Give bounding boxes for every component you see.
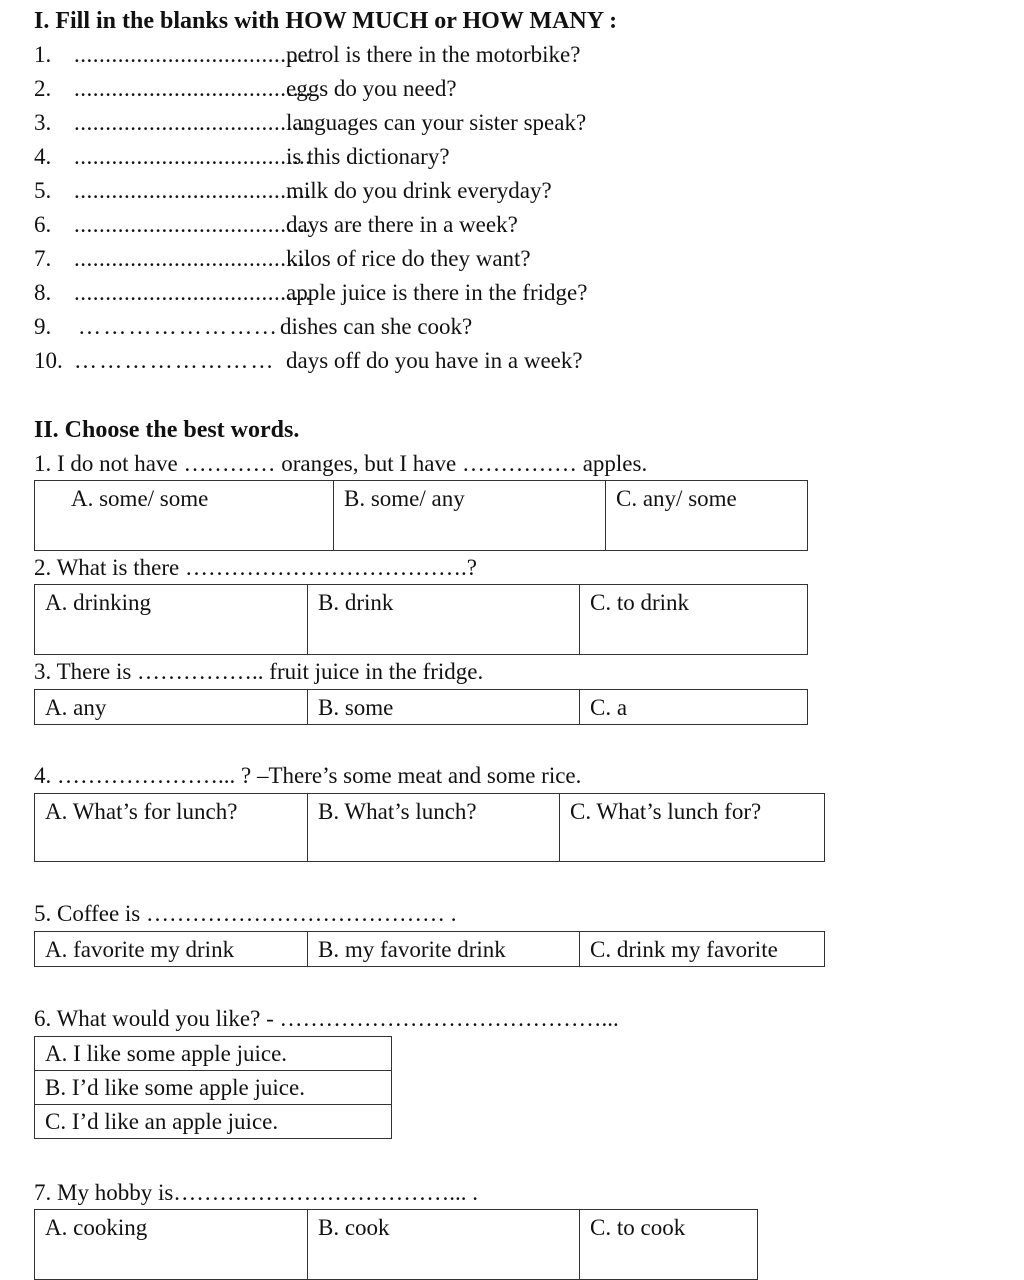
options-table <box>34 931 825 967</box>
option-c[interactable]: C. to cook <box>580 1210 758 1280</box>
question-text: 6. What would you like? - ……………………………………... <box>34 1006 619 1031</box>
question-text: 1. I do not have ………… oranges, but I have …………… apples. <box>34 451 648 476</box>
answer-blank[interactable]: ...................................... <box>74 110 312 135</box>
option-b[interactable]: B. some <box>308 690 580 725</box>
item-text: dishes can she cook? <box>280 314 473 339</box>
options-table <box>34 1036 392 1139</box>
question-text: 2. What is there ……………………………….? <box>34 555 477 580</box>
item-number: 6. <box>34 212 52 237</box>
option-b[interactable]: B. cook <box>308 1210 580 1280</box>
answer-blank[interactable]: ...................................... <box>74 212 312 237</box>
answer-blank[interactable]: ...................................... <box>74 76 312 101</box>
item-text: milk do you drink everyday? <box>286 178 552 203</box>
list-item <box>34 76 457 111</box>
answer-blank[interactable]: ...................................... <box>74 280 312 305</box>
option-b[interactable]: B. I’d like some apple juice. <box>35 1071 392 1105</box>
option-a[interactable]: A. some/ some <box>35 481 334 551</box>
item-number: 10. <box>34 348 63 373</box>
list-item <box>34 178 552 213</box>
option-b[interactable]: B. some/ any <box>334 481 606 551</box>
option-c[interactable]: C. any/ some <box>606 481 808 551</box>
item-number: 7. <box>34 246 52 271</box>
option-c[interactable]: C. a <box>580 690 808 725</box>
option-c[interactable]: C. drink my favorite <box>580 932 825 967</box>
item-text: petrol is there in the motorbike? <box>286 42 581 67</box>
list-item <box>34 212 518 247</box>
answer-blank[interactable]: ...................................... <box>74 178 312 203</box>
item-number: 5. <box>34 178 52 203</box>
options-table <box>34 480 808 551</box>
item-text: days are there in a week? <box>286 212 518 237</box>
list-item <box>34 144 450 179</box>
answer-blank[interactable]: ...................................... <box>74 42 312 67</box>
section-1-heading: I. Fill in the blanks with HOW MUCH or HOW MANY : <box>34 8 618 34</box>
options-table <box>34 689 808 725</box>
item-text: apple juice is there in the fridge? <box>286 280 588 305</box>
item-number: 3. <box>34 110 52 135</box>
section-2-heading: II. Choose the best words. <box>34 417 300 443</box>
options-table <box>34 1209 758 1280</box>
item-number: 9. <box>34 314 52 339</box>
item-number: 2. <box>34 76 52 101</box>
option-c[interactable]: C. What’s lunch for? <box>560 794 825 862</box>
option-a[interactable]: A. favorite my drink <box>35 932 308 967</box>
option-b[interactable]: B. my favorite drink <box>308 932 580 967</box>
option-b[interactable]: B. drink <box>308 585 580 655</box>
item-number: 8. <box>34 280 52 305</box>
answer-blank[interactable]: ...................................... <box>74 144 312 169</box>
item-text: days off do you have in a week? <box>286 348 583 373</box>
item-text: eggs do you need? <box>286 76 457 101</box>
option-a[interactable]: A. What’s for lunch? <box>35 794 308 862</box>
option-a[interactable]: A. drinking <box>35 585 308 655</box>
option-a[interactable]: A. I like some apple juice. <box>35 1037 392 1071</box>
option-c[interactable]: C. to drink <box>580 585 808 655</box>
options-table <box>34 793 825 862</box>
item-text: is this dictionary? <box>286 144 450 169</box>
list-item <box>34 246 531 281</box>
question-text: 7. My hobby is………………………………... . <box>34 1180 479 1205</box>
option-a[interactable]: A. any <box>35 690 308 725</box>
list-item <box>34 110 587 145</box>
option-c[interactable]: C. I’d like an apple juice. <box>35 1105 392 1139</box>
answer-blank[interactable]: ...................................... <box>74 246 312 271</box>
question-text: 5. Coffee is ………………………………… . <box>34 901 457 926</box>
options-table <box>34 584 808 655</box>
option-a[interactable]: A. cooking <box>35 1210 308 1280</box>
item-number: 4. <box>34 144 52 169</box>
item-text: languages can your sister speak? <box>286 110 587 135</box>
item-text: kilos of rice do they want? <box>286 246 531 271</box>
list-item <box>34 280 588 315</box>
list-item <box>34 314 473 349</box>
answer-blank[interactable]: …………………… <box>74 348 276 373</box>
question-text: 4. …………………... ? –There’s some meat and some rice. <box>34 763 582 788</box>
list-item <box>34 42 581 77</box>
question-text: 3. There is …………….. fruit juice in the fridge. <box>34 659 484 684</box>
answer-blank[interactable]: …………………... <box>78 314 279 339</box>
option-b[interactable]: B. What’s lunch? <box>308 794 560 862</box>
list-item <box>34 348 583 383</box>
item-number: 1. <box>34 42 52 67</box>
